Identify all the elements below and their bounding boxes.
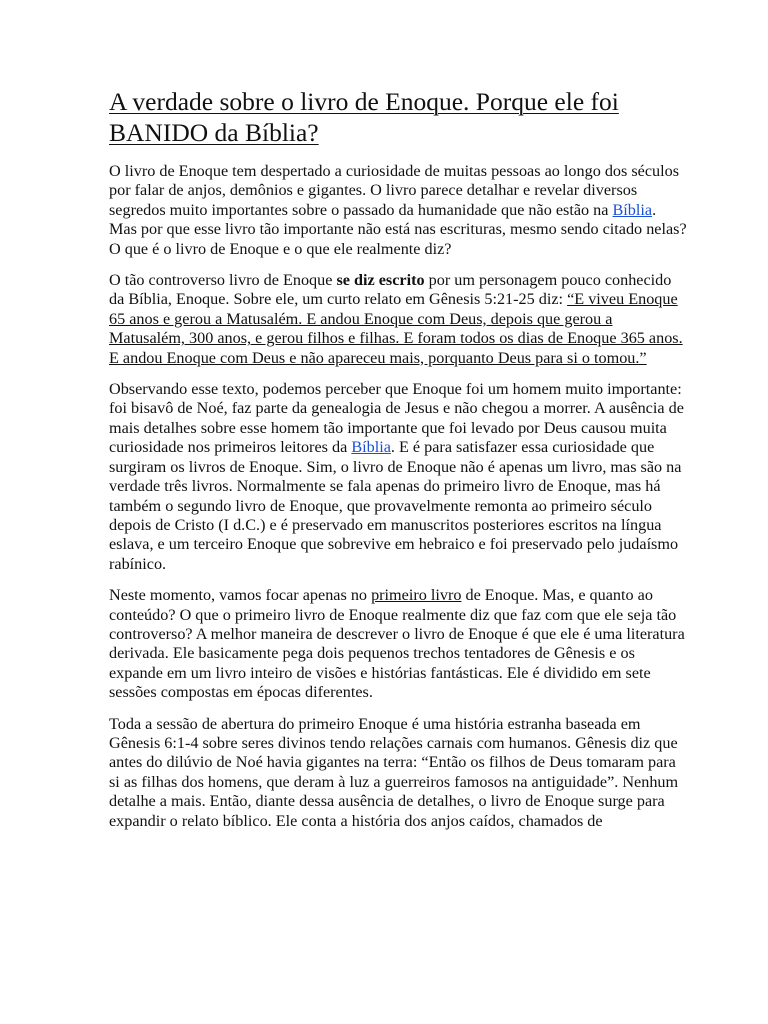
paragraph-text: O livro de Enoque tem despertado a curiosidade de muitas pessoas ao longo dos séculos por falar de anjos, demônios e gigantes. O livro parece detalhar e revelar diversos segredos muito importantes sobre o passado da humanidade que não estão na: [109, 162, 680, 219]
paragraph-text: O tão controverso livro de Enoque: [109, 271, 337, 290]
paragraph-text: Toda a sessão de abertura do primeiro Enoque é uma história estranha baseada em Gênesis 6:1-4 sobre seres divinos tendo relações carnais com humanos. Gênesis diz que antes do dilúvio de Noé havia gigantes na terra: “Então os filhos de Deus tomaram para si as filhas dos homens, que deram à luz a guerreiros famosos na antiguidade”. Nenhum detalhe a mais. Então, diante dessa ausência de detalhes, o livro de Enoque surge para expandir o relato bíblico. Ele conta a história dos anjos caídos, chamados de: [109, 714, 679, 830]
paragraph-text: Observando esse texto, podemos perceber que Enoque foi um homem muito importante: foi bisavô de Noé, faz parte da genealogia de Jesus e não chegou a morrer. A ausência de mais detalhes sobre esse homem tão importante que foi levado por Deus causou muita curiosidade nos primeiros leitores da: [109, 380, 684, 457]
genesis-quote: “E viveu Enoque 65 anos e gerou a Matusalém. E andou Enoque com Deus, depois que gerou a Matusalém, 300 anos, e gerou filhos e filhas. E foram todos os dias de Enoque 365 anos. E andou Enoque com Deus e não apareceu mais, porquanto Deus para si o tomou.”: [109, 290, 683, 367]
bold-phrase: se diz escrito: [336, 271, 425, 290]
paragraph-genesis: [109, 271, 688, 368]
paragraph-intro: [109, 162, 688, 259]
paragraph-first-book: [109, 586, 688, 702]
biblia-link[interactable]: Bíblia: [351, 438, 391, 457]
page-title: A verdade sobre o livro de Enoque. Porque ele foi BANIDO da Bíblia?: [109, 87, 619, 147]
underlined-phrase: primeiro livro: [371, 586, 462, 605]
paragraph-text: . Mas por que esse livro tão importante não está nas escrituras, mesmo sendo citado nelas? O que é o livro de Enoque e o que ele realmente diz?: [109, 200, 687, 258]
biblia-link[interactable]: Bíblia: [612, 200, 653, 219]
paragraph-text: de Enoque. Mas, e quanto ao conteúdo? O que o primeiro livro de Enoque realmente diz que faz com que ele seja tão controverso? A melhor maneira de descrever o livro de Enoque é que ele é uma literatura derivada. Ele basicamente pega dois pequenos trechos tentadores de Gênesis e os expande em um livro inteiro de visões e histórias fantásticas. Ele é dividido em sete sessões compostas em épocas diferentes.: [109, 586, 685, 702]
paragraph-text: . E é para satisfazer essa curiosidade que surgiram os livros de Enoque. Sim, o livro de Enoque não é apenas um livro, mas são na verdade três livros. Normalmente se fala apenas do primeiro livro de Enoque, mas há também o segundo livro de Enoque, que provavelmente remonta ao primeiro século depois de Cristo (I d.C.) e é preservado em manuscritos posteriores escritos na língua eslava, e um terceiro Enoque que sobrevive em hebraico e foi preservado pelo judaísmo rabínico.: [109, 438, 682, 573]
paragraph-opening-session: [109, 715, 688, 831]
paragraph-observation: [109, 380, 688, 574]
paragraph-text: por um personagem pouco conhecido da Bíblia, Enoque. Sobre ele, um curto relato em Gênesis 5:21-25 diz:: [109, 271, 672, 309]
paragraph-text: Neste momento, vamos focar apenas no: [109, 586, 372, 605]
